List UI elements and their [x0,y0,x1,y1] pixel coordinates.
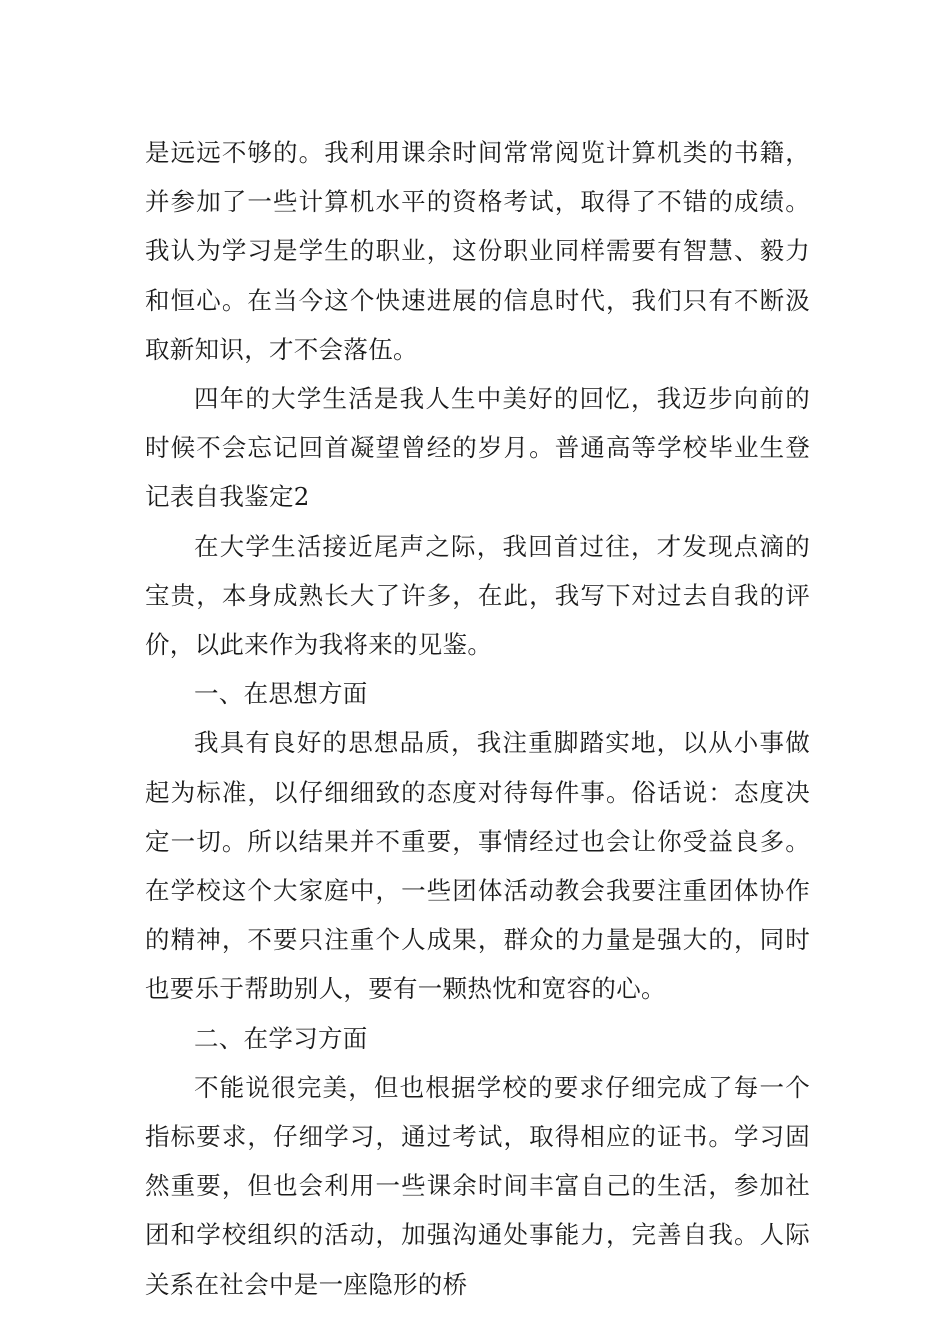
paragraph-continuation: 是远远不够的。我利用课余时间常常阅览计算机类的书籍，并参加了一些计算机水平的资格考试，取得了不错的成绩。我认为学习是学生的职业，这份职业同样需要有智慧、毅力和恒心。在当今这个快速进展的信息时代，我们只有不断汲取新知识，才不会落伍。 [145,138,810,364]
section-heading-study: 二、在学习方面 [194,1023,368,1053]
paragraph-university-memories: 四年的大学生活是我人生中美好的回忆，我迈步向前的时候不会忘记回首凝望曾经的岁月。普通高等学校毕业生登记表自我鉴定2 [145,384,810,512]
paragraph-intro: 在大学生活接近尾声之际，我回首过往，才发现点滴的宝贵，本身成熟长大了许多，在此，我写下对过去自我的评价，以此来作为我将来的见鉴。 [145,531,810,660]
paragraph-thought: 我具有良好的思想品质，我注重脚踏实地，以从小事做起为标准，以仔细细致的态度对待每件事。俗话说：态度决定一切。所以结果并不重要，事情经过也会让你受益良多。在学校这个大家庭中，一些团体活动教会我要注重团体协作的精神，不要只注重个人成果，群众的力量是强大的，同时也要乐于帮助别人，要有一颗热忱和宽容的心。 [145,728,810,1004]
paragraph-study: 不能说很完美，但也根据学校的要求仔细完成了每一个指标要求，仔细学习，通过考试，取得相应的证书。学习固然重要，但也会利用一些课余时间丰富自己的生活，参加社团和学校组织的活动，加强沟通处事能力，完善自我。人际关系在社会中是一座隐形的桥 [145,1072,810,1299]
section-heading-thought: 一、在思想方面 [194,679,368,709]
document-body [145,128,810,1309]
